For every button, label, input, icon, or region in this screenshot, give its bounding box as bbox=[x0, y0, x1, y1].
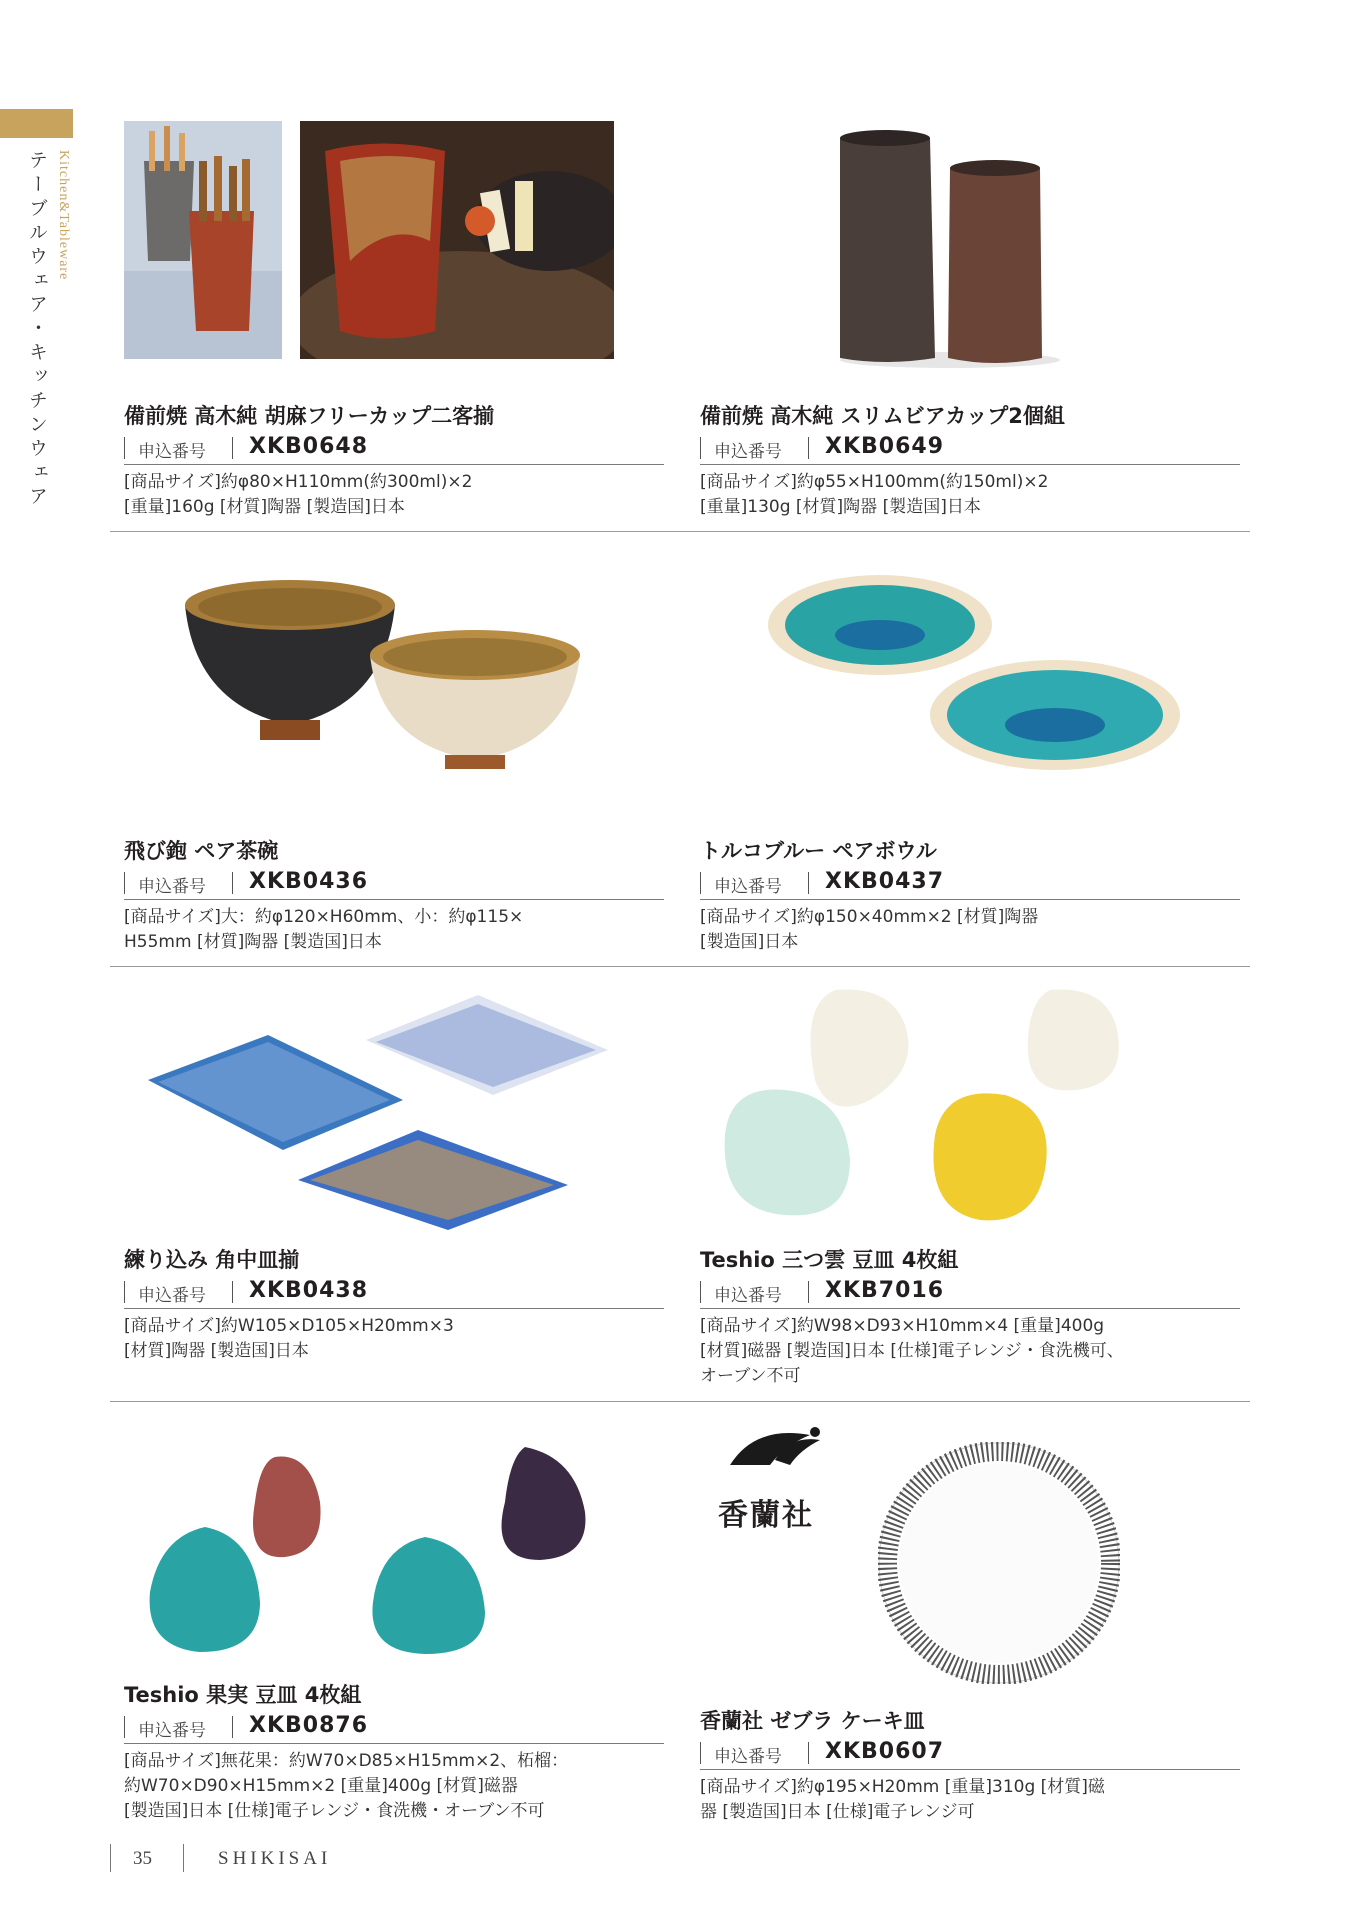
product-image-turquoise-bowls bbox=[765, 565, 1185, 790]
product-image-cup-snacks bbox=[124, 121, 282, 359]
product-spec: [商品サイズ]大：約φ120×H60mm、小：約φ115× H55mm [材質]陶器 [製造国]日本 bbox=[124, 907, 524, 952]
row-divider bbox=[110, 966, 1250, 967]
product-image-cup-closeup bbox=[300, 121, 614, 359]
product-spec: [商品サイズ]約φ195×H20mm [重量]310g [材質]磁 器 [製造国]日本 [仕様]電子レンジ可 bbox=[700, 1777, 1105, 1822]
product-image-fruit-plates bbox=[145, 1442, 615, 1657]
order-label: 申込番号 bbox=[714, 1747, 782, 1767]
product-image-slim-cups bbox=[830, 128, 1070, 368]
order-label: 申込番号 bbox=[138, 1286, 206, 1306]
category-tab bbox=[0, 109, 73, 138]
product-image-tea-bowls bbox=[180, 575, 600, 770]
product-title: 飛び鉋 ペア茶碗 bbox=[124, 839, 279, 863]
order-number-row bbox=[700, 1739, 1240, 1770]
product-title: 香蘭社 ゼブラ ケーキ皿 bbox=[700, 1709, 925, 1733]
order-label: 申込番号 bbox=[714, 1286, 782, 1306]
order-label: 申込番号 bbox=[714, 442, 782, 462]
row-divider bbox=[110, 1401, 1250, 1402]
product-spec: [商品サイズ]約W98×D93×H10mm×4 [重量]400g [材質]磁器 [製造国]日本 [仕様]電子レンジ・食洗機可、 オーブン不可 bbox=[700, 1316, 1124, 1386]
order-number-row bbox=[124, 434, 664, 465]
koransha-logo-text: 香蘭社 bbox=[718, 1498, 814, 1533]
product-spec: [商品サイズ]無花果：約W70×D85×H15mm×2、柘榴： 約W70×D90×H15mm×2 [重量]400g [材質]磁器 [製造国]日本 [仕様]電子レンジ・食洗機・オーブン不可 bbox=[124, 1751, 569, 1821]
order-number-row bbox=[124, 869, 664, 900]
product-image-square-plates bbox=[148, 990, 618, 1230]
product-title: トルコブルー ペアボウル bbox=[700, 839, 937, 863]
product-code: XKB0648 bbox=[249, 434, 369, 459]
product-title: 備前焼 高木純 スリムビアカップ2個組 bbox=[700, 404, 1065, 428]
product-title: Teshio 果実 豆皿 4枚組 bbox=[124, 1683, 362, 1707]
product-code: XKB0876 bbox=[249, 1713, 369, 1738]
product-spec: [商品サイズ]約φ150×40mm×2 [材質]陶器 [製造国]日本 bbox=[700, 907, 1039, 952]
category-label-en: Kitchen&Tableware bbox=[56, 150, 71, 281]
footer-divider-right bbox=[183, 1844, 184, 1872]
product-code: XKB0437 bbox=[825, 869, 945, 894]
product-title: 練り込み 角中皿揃 bbox=[124, 1248, 300, 1272]
page-number: 35 bbox=[133, 1848, 152, 1869]
brand-name: SHIKISAI bbox=[218, 1848, 332, 1869]
product-spec: [商品サイズ]約φ80×H110mm(約300ml)×2 [重量]160g [材質]陶器 [製造国]日本 bbox=[124, 472, 473, 517]
order-number-row bbox=[700, 1278, 1240, 1309]
footer-divider-left bbox=[110, 1844, 111, 1872]
product-spec: [商品サイズ]約φ55×H100mm(約150ml)×2 [重量]130g [材質]陶器 [製造国]日本 bbox=[700, 472, 1049, 517]
product-spec: [商品サイズ]約W105×D105×H20mm×3 [材質]陶器 [製造国]日本 bbox=[124, 1316, 454, 1361]
product-title: 備前焼 高木純 胡麻フリーカップ二客揃 bbox=[124, 404, 495, 428]
product-code: XKB0649 bbox=[825, 434, 945, 459]
product-code: XKB0436 bbox=[249, 869, 369, 894]
order-number-row bbox=[124, 1278, 664, 1309]
order-number-row bbox=[700, 869, 1240, 900]
order-label: 申込番号 bbox=[138, 877, 206, 897]
product-code: XKB7016 bbox=[825, 1278, 945, 1303]
koransha-logo bbox=[715, 1420, 835, 1490]
product-code: XKB0607 bbox=[825, 1739, 945, 1764]
category-label-ja: テーブルウェア・キッチンウェア bbox=[26, 150, 48, 510]
product-title: Teshio 三つ雲 豆皿 4枚組 bbox=[700, 1248, 959, 1272]
product-code: XKB0438 bbox=[249, 1278, 369, 1303]
order-label: 申込番号 bbox=[138, 442, 206, 462]
product-image-zebra-plate bbox=[878, 1442, 1120, 1684]
order-number-row bbox=[124, 1713, 664, 1744]
product-image-cloud-plates bbox=[720, 985, 1160, 1230]
order-label: 申込番号 bbox=[138, 1721, 206, 1741]
order-label: 申込番号 bbox=[714, 877, 782, 897]
row-divider bbox=[110, 531, 1250, 532]
order-number-row bbox=[700, 434, 1240, 465]
